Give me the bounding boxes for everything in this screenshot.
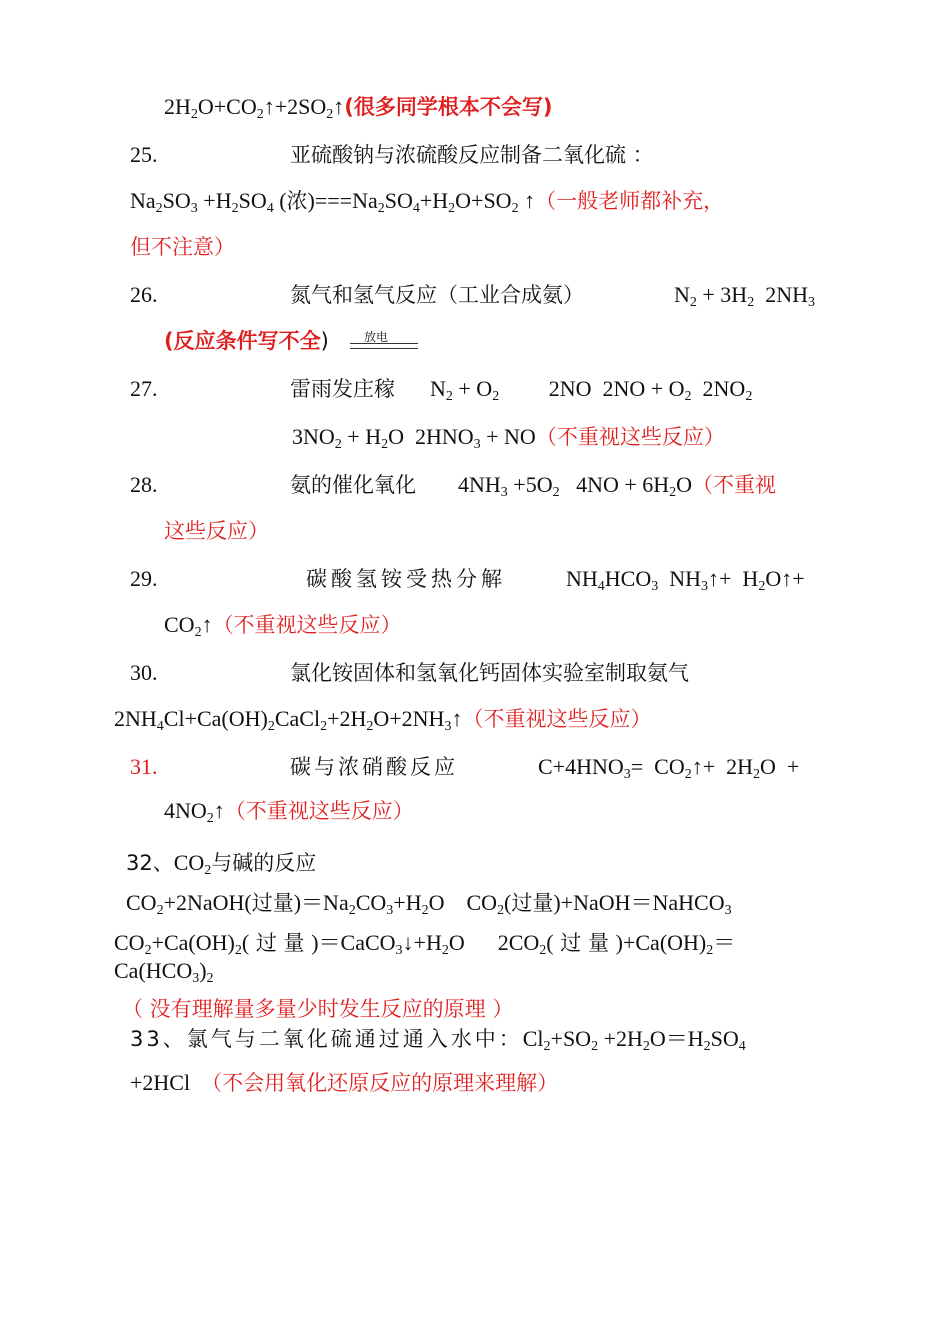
condition-arrow [350,343,418,344]
equation-25: $Na_2SO_3 +H_2SO_4$ (浓)$===Na_2SO_4+H_2O+SO_2$ ↑（一般老师都补充， [130,188,725,216]
annotation: （不重视这些反应） [535,425,725,449]
annotation: （不重视这些反应） [224,799,414,823]
annotation: （不会用氧化还原反应的原理来理解） [201,1071,559,1095]
section-title-32: 32、$CO_2$与碱的反应 [126,850,317,878]
annotation: （不重视这些反应） [462,707,652,731]
equation-29-cont: $CO_2↑$（不重视这些反应） [164,612,402,640]
page-bottom [0,1300,950,1301]
item-description-30: 氯化铵固体和氢氧化钙固体实验室制取氨气 [290,661,689,685]
annotation: (很多同学根本不会写) [344,95,553,119]
item-number-27: 27. [130,376,158,401]
equation-26: $N_2 + 3H_2$ $2NH_3$ [674,282,815,310]
item-number-30: 30. [130,660,158,685]
item-number-29: 29. [130,566,158,591]
equation-32c: $Ca(HCO_3)_2$ [114,958,214,986]
reaction-line-24-end [164,92,552,122]
item-number-28: 28. [130,472,158,497]
equation-30: $2NH_4Cl+Ca(OH)_2CaCl_2+2H_2O+2NH_3↑$（不重视这些反应） [114,706,652,734]
equation-27a: $N_2 + O_2$ 2NO $2NO + O_2$ $2NO_2$ [430,376,753,404]
annotation-28-cont: 这些反应） [164,519,269,543]
item-description-28: 氨的催化氧化 [290,473,416,497]
item-33: 33、氯气与二氧化硫通过通入水中：$Cl_2+SO_2 +2H_2O=H_2SO_4$ [130,1026,746,1054]
equation-29: $NH_4HCO_3$ $NH_3↑+$ $H_2O↑+$ [566,566,805,594]
annotation: （一般老师都补充， [535,189,725,213]
equation-28: $4NH_3 +5O_2$ $4NO + 6H_2O$（不重视 [458,472,777,500]
item-description-26: 氮气和氢气反应（工业合成氨） [290,283,584,307]
annotation-25-cont: 但不注意） [130,235,235,259]
equation-27b: $3NO_2 + H_2O$ $2HNO_3 + NO$（不重视这些反应） [292,424,725,452]
annotation-26: (反应条件写不全) [164,329,329,353]
annotation: （不重视这些反应） [212,613,402,637]
equation: $2H_2O+CO_2↑+2SO_2↑$ [164,94,345,122]
equation-32a: $CO_2+2NaOH$(过量)$=Na_2CO_3+H_2O$ $CO_2$(过量)+NaOH＝NaHCO$_3$ [126,890,732,918]
item-number-25: 25. [130,142,158,167]
equation-32b: $CO_2+Ca(OH)_2$( 过 量 )$=CaCO_3↓+H_2O$ $2CO_2$( 过 量 )$+Ca(OH)_2=$ [114,930,736,958]
equation-31-cont: $4NO_2↑$（不重视这些反应） [164,798,414,826]
item-description-25: 亚硫酸钠与浓硫酸反应制备二氧化硫 ： [290,143,654,167]
condition-arrow-2 [350,348,418,349]
equation-33-cont: +2HCl （不会用氧化还原反应的原理来理解） [130,1070,559,1095]
annotation: （不重视 [692,473,777,497]
item-description-27: 雷雨发庄稼 [290,377,395,401]
item-description-29: 碳酸氢铵受热分解 [306,567,506,591]
item-description-31: 碳与浓硝酸反应 [290,755,458,779]
annotation-32: （ 没有理解量多量少时发生反应的原理 ） [122,997,514,1021]
reaction-condition: 放电 [364,330,389,344]
item-number-26: 26. [130,282,158,307]
equation-31: $C+4HNO_3=$ $CO_2↑+ 2H_2O$ + [538,754,800,782]
item-number-31: 31. [130,754,158,779]
